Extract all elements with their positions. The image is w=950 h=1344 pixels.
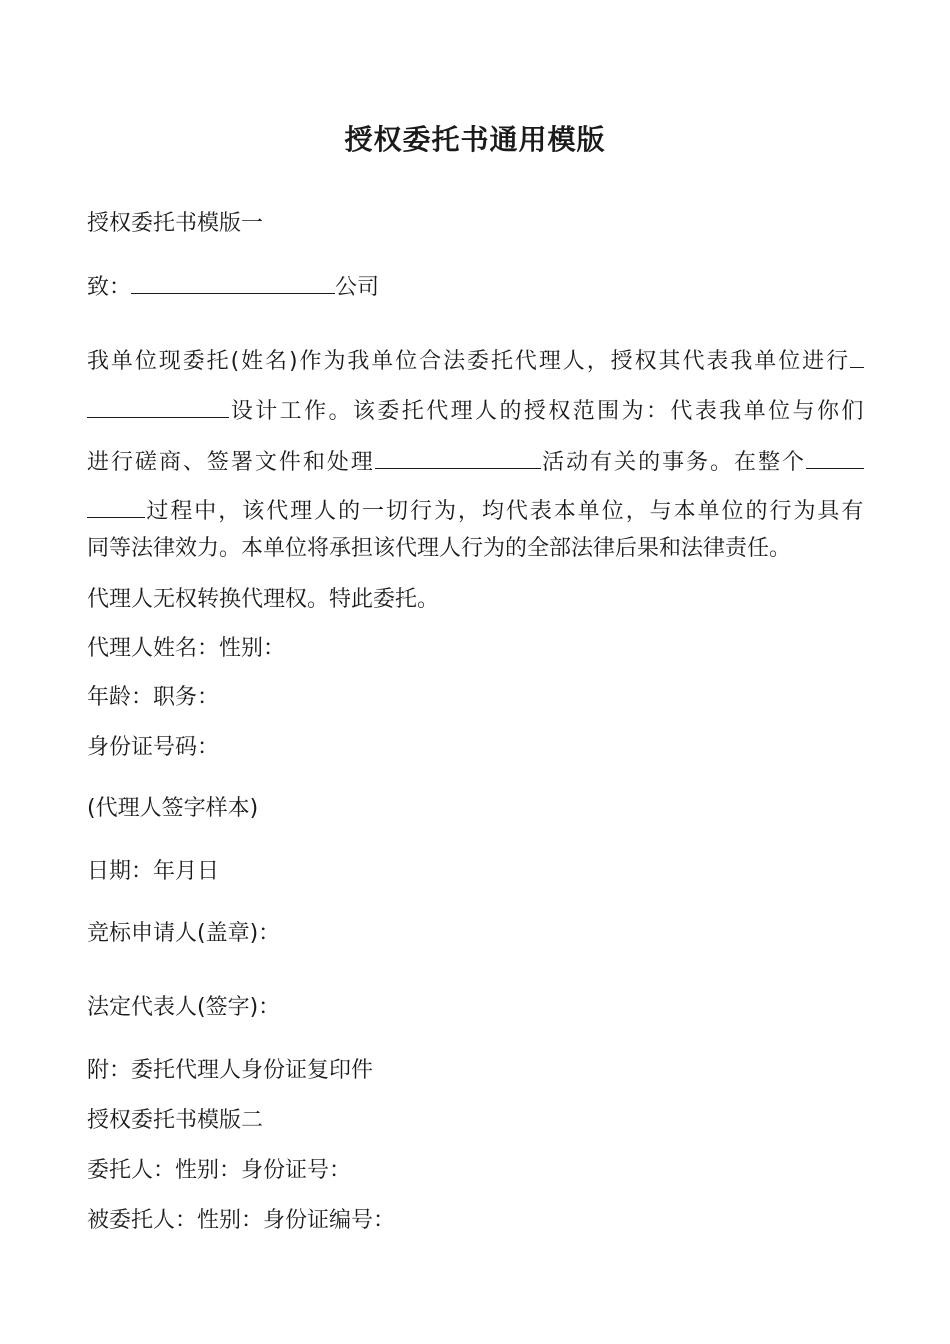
trustee-line: 被委托人：性别：身份证编号： [87,1208,396,1233]
age-position: 年龄：职务： [87,685,220,710]
body-line-1 [87,345,864,377]
project-blank-start [850,345,864,368]
body-text: 设计工作。该委托代理人的授权范围为：代表我单位与你们 [229,399,864,424]
body-text: 过程中，该代理人的一切行为，均代表本单位，与本单位的行为具有 [145,499,864,524]
process-blank-end [87,495,145,518]
id-number: 身份证号码： [87,735,220,760]
bidder-seal: 竞标申请人(盖章)： [87,921,281,946]
body-text: 我单位现委托(姓名)作为我单位合法委托代理人，授权其代表我单位进行 [87,349,850,374]
body-line-3 [87,446,864,478]
legal-representative: 法定代表人(签字)： [87,995,281,1020]
project-blank-end [87,395,229,418]
addressee-prefix: 致： [87,275,132,300]
body-line-6: 代理人无权转换代理权。特此委托。 [87,587,440,612]
addressee-suffix: 公司 [335,275,380,300]
signature-sample: (代理人签字样本) [87,796,259,821]
principal-line: 委托人：性别：身份证号： [87,1158,352,1183]
document-title: 授权委托书通用模版 [344,123,606,156]
activity-blank [375,446,541,469]
body-text: 进行磋商、签署文件和处理 [87,450,375,475]
section2-heading: 授权委托书模版二 [87,1108,264,1133]
attachment-note: 附：委托代理人身份证复印件 [87,1058,374,1083]
company-name-blank [131,271,335,294]
body-text: 活动有关的事务。在整个 [540,450,806,475]
section1-heading: 授权委托书模版一 [87,211,264,236]
agent-name-gender: 代理人姓名：性别： [87,636,286,661]
body-line-5: 同等法律效力。本单位将承担该代理人行为的全部法律后果和法律责任。 [87,536,792,561]
body-line-4 [87,495,864,527]
addressee-line [87,271,379,303]
process-blank-start [806,446,864,469]
date-line: 日期：年月日 [87,859,220,884]
body-line-2 [87,395,864,427]
